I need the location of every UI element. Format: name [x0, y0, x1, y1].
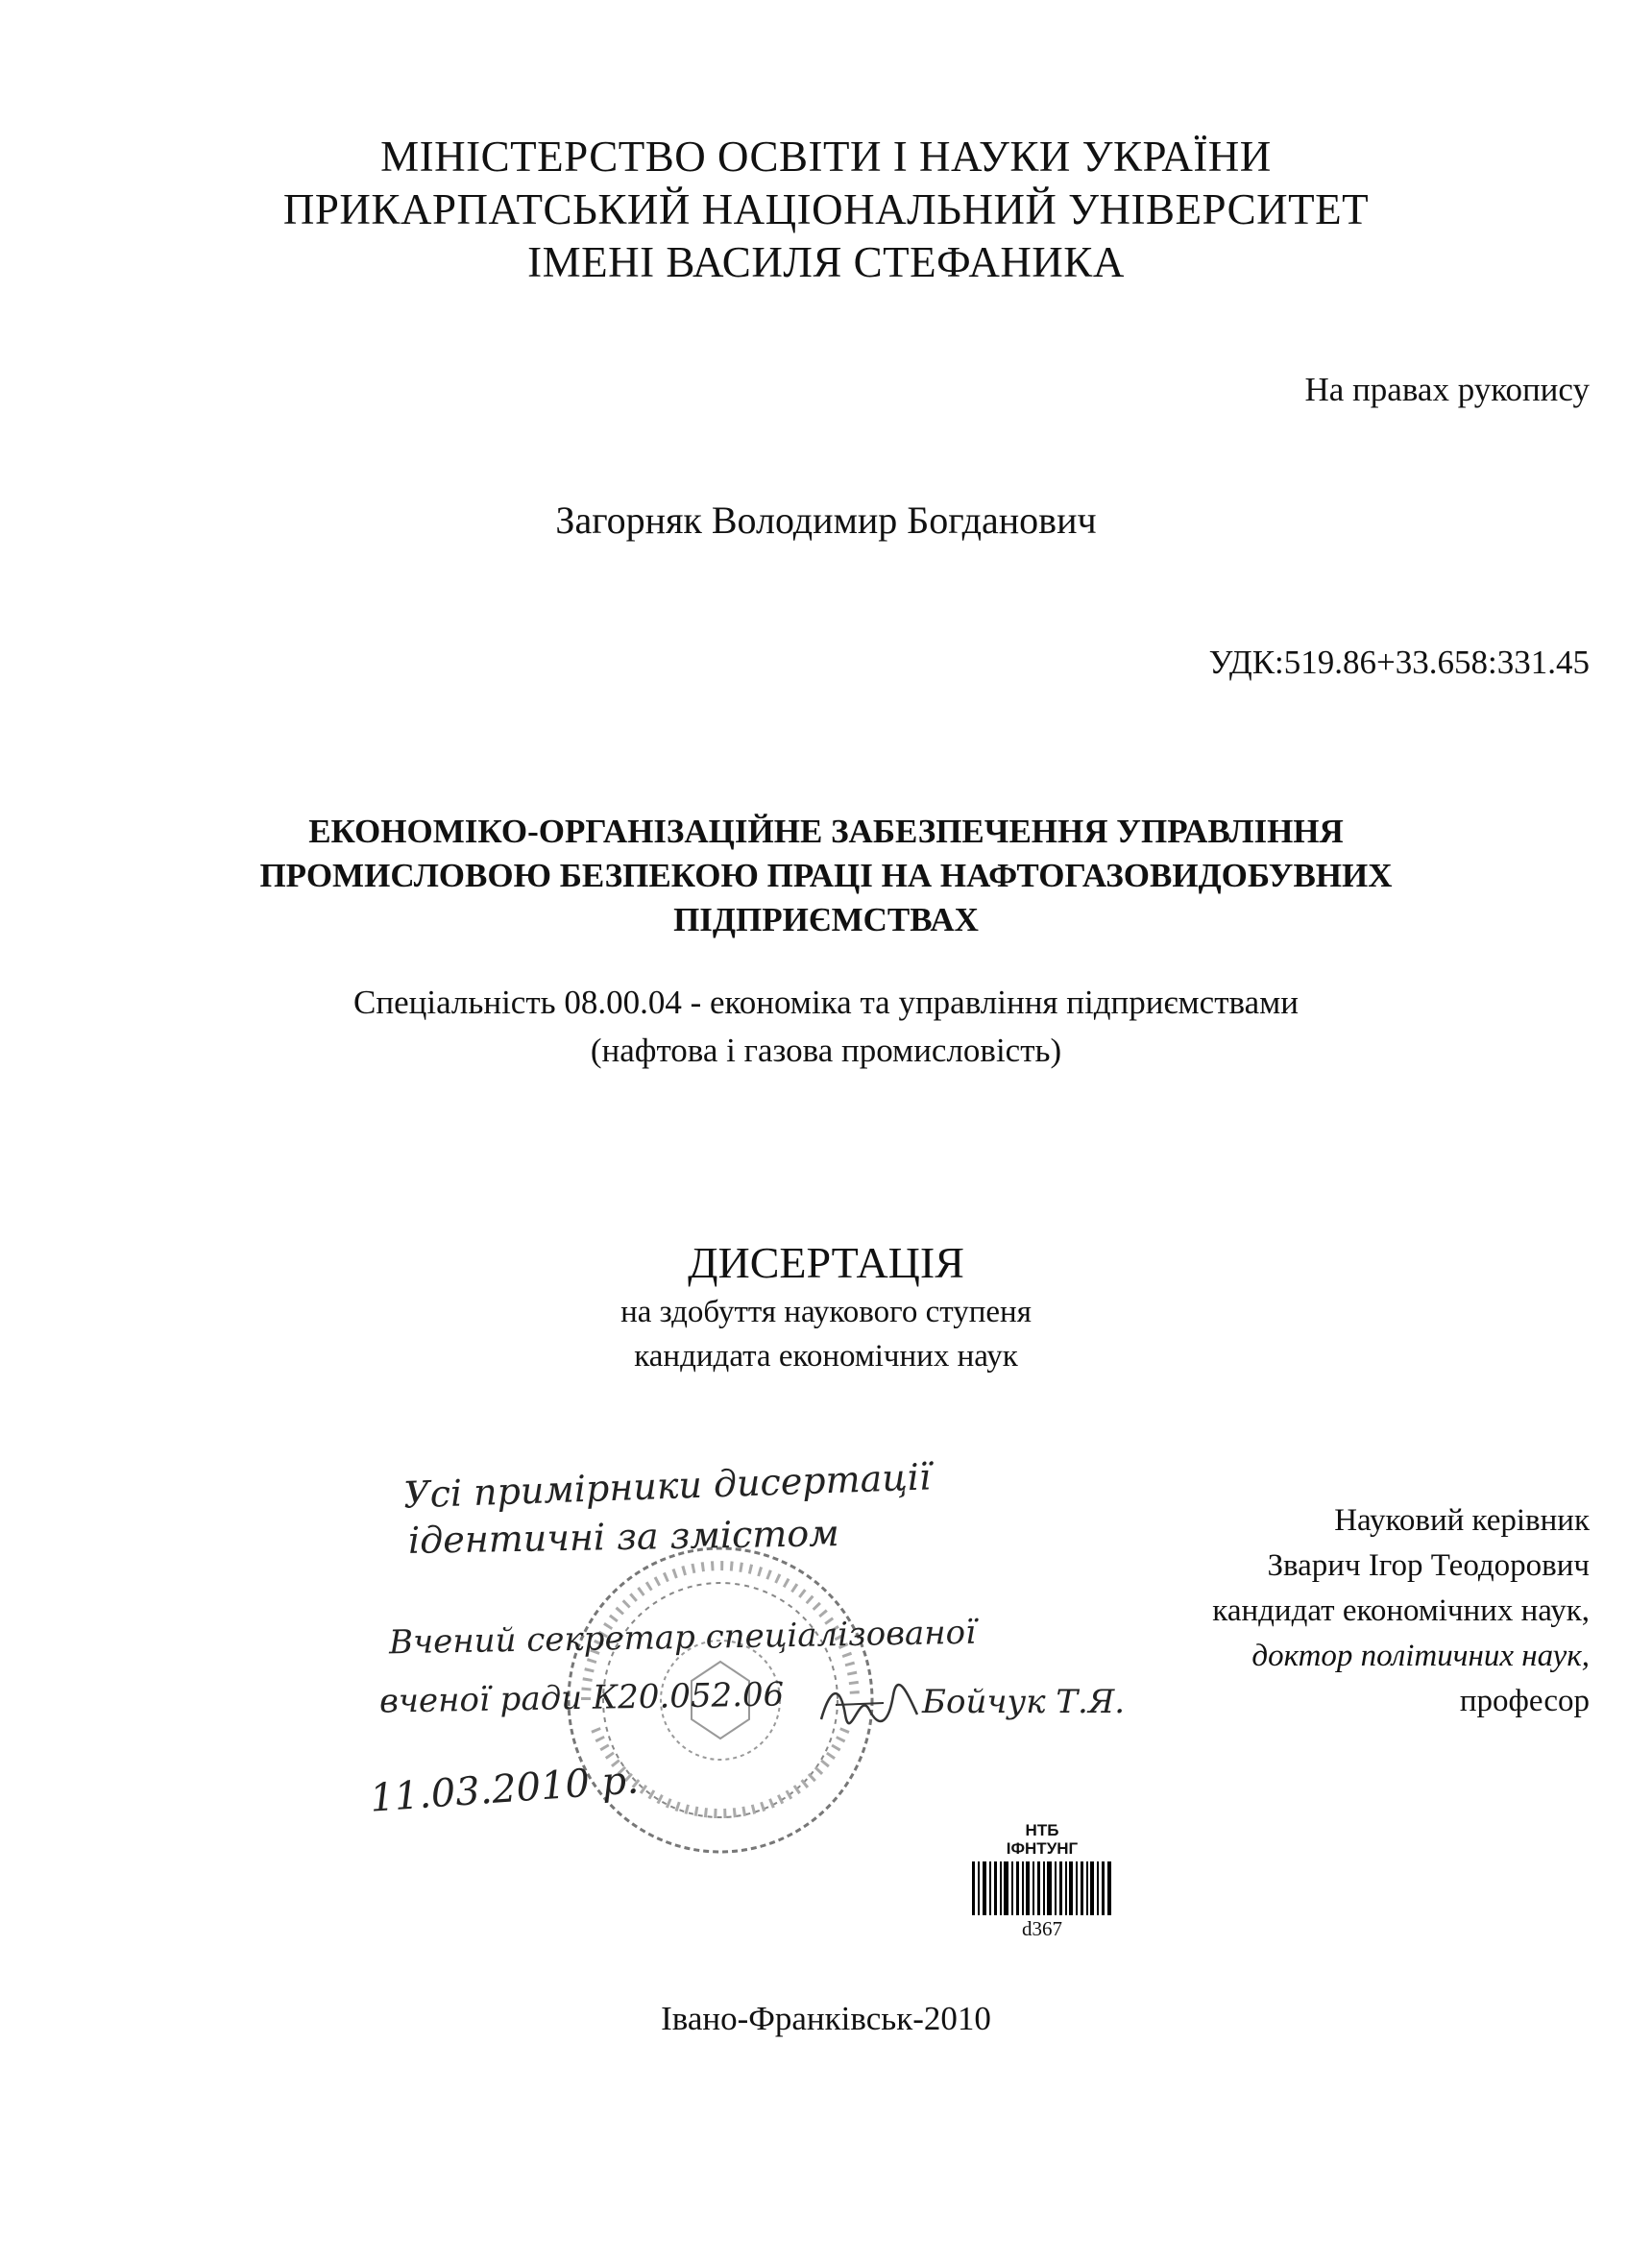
city-year: Івано-Франківськ-2010	[661, 2000, 991, 2037]
thesis-title-line2: ПРОМИСЛОВОЮ БЕЗПЕКОЮ ПРАЦІ НА НАФТОГАЗОВИДОБУВНИХ	[259, 857, 1393, 894]
library-stamp-line1: НТБ	[1025, 1821, 1059, 1839]
handwritten-line3: Вчений секретар спеціалізованої	[388, 1613, 977, 1663]
university-name-line: ІМЕНІ ВАСИЛЯ СТЕФАНИКА	[527, 238, 1125, 286]
handwritten-line4: вченої ради К20.052.06	[378, 1675, 785, 1721]
handwritten-line2: ідентичні за змістом	[407, 1512, 840, 1562]
library-stamp-line2: ІФНТУНГ	[1006, 1839, 1079, 1858]
supervisor-degree1: кандидат економічних наук,	[1212, 1593, 1590, 1628]
library-stamp	[965, 1821, 1119, 1941]
signature-name: Бойчук Т.Я.	[922, 1683, 1126, 1721]
barcode	[970, 1861, 1114, 1915]
ministry-line: МІНІСТЕРСТВО ОСВІТИ І НАУКИ УКРАЇНИ	[380, 133, 1272, 181]
degree-line2: кандидата економічних наук	[634, 1339, 1018, 1374]
handwritten-date: 11.03.2010 р.	[368, 1758, 641, 1821]
supervisor-name: Зварич Ігор Теодорович	[1267, 1548, 1590, 1583]
supervisor-degree2: доктор політичних наук,	[1251, 1639, 1590, 1673]
udk-code: УДК:519.86+33.658:331.45	[1208, 644, 1590, 681]
thesis-title-line1: ЕКОНОМІКО-ОРГАНІЗАЦІЙНЕ ЗАБЕЗПЕЧЕННЯ УПРАВЛІННЯ	[308, 813, 1344, 850]
specialty-line2: (нафтова і газова промисловість)	[590, 1032, 1062, 1069]
manuscript-note: На правах рукопису	[1304, 371, 1590, 408]
university-line: ПРИКАРПАТСЬКИЙ НАЦІОНАЛЬНИЙ УНІВЕРСИТЕТ	[282, 185, 1370, 233]
handwritten-line1: Усі примірники дисертації	[402, 1455, 932, 1517]
dissertation-heading: ДИСЕРТАЦІЯ	[688, 1238, 964, 1287]
degree-line1: на здобуття наукового ступеня	[620, 1295, 1032, 1329]
supervisor-role: Науковий керівник	[1334, 1503, 1590, 1538]
specialty-line1: Спеціальність 08.00.04 - економіка та управління підприємствами	[353, 984, 1299, 1021]
signature	[816, 1676, 922, 1734]
supervisor-title: професор	[1459, 1684, 1590, 1718]
library-stamp-code: d367	[1022, 1917, 1062, 1940]
thesis-title-line3: ПІДПРИЄМСТВАХ	[673, 901, 979, 938]
author-name: Загорняк Володимир Богданович	[555, 499, 1097, 542]
